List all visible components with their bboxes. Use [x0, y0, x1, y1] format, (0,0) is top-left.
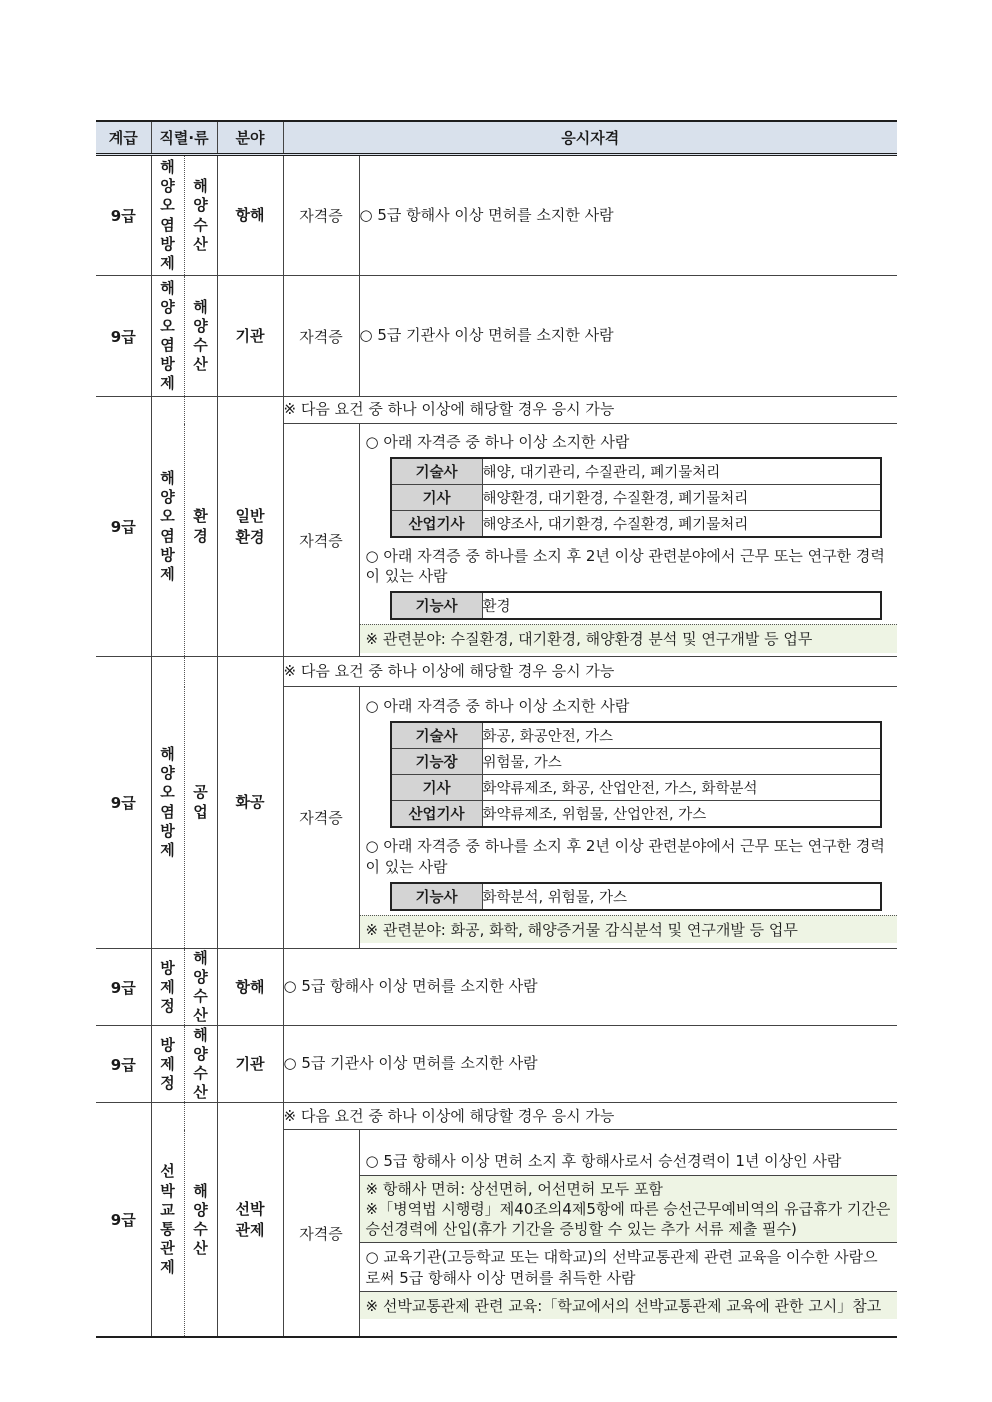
license-fields: 해양조사, 대기환경, 수질환경, 폐기물처리	[482, 510, 881, 537]
table-row	[391, 592, 881, 619]
license-table	[390, 457, 882, 538]
license-fields: 화약류제조, 위험물, 산업안전, 가스	[482, 801, 881, 828]
table-row	[391, 722, 881, 749]
qualification-text: ○ 5급 기관사 이상 면허를 소지한 사람	[359, 276, 897, 397]
series-cell: 해양오염방제	[160, 745, 175, 859]
table-row	[96, 949, 897, 1026]
table-row	[96, 657, 897, 687]
condition-one-license: ○ 아래 자격증 중 하나를 소지 후 2년 이상 관련분야에서 근무 또는 연구한 경력이 있는 사람	[365, 546, 885, 585]
series-cell: 방제정	[160, 1035, 175, 1092]
license-type: 산업기사	[391, 801, 483, 828]
header-series: 직렬·류	[151, 121, 217, 155]
table-row	[96, 155, 897, 276]
condition-sea-career: ○ 5급 항해사 이상 면허 소지 후 항해사로서 승선경력이 1년 이상인 사람	[360, 1147, 898, 1175]
class-cell: 해양수산	[193, 177, 208, 253]
license-fields: 위험물, 가스	[482, 749, 881, 775]
license-label: 자격증	[283, 276, 359, 397]
class-cell: 공업	[193, 783, 208, 821]
license-fields: 화공, 화공안전, 가스	[482, 722, 881, 749]
license-type: 기능사	[391, 592, 483, 619]
grade-cell: 9급	[96, 1103, 151, 1337]
license-type: 기사	[391, 484, 483, 510]
qualification-text: ○ 5급 항해사 이상 면허를 소지한 사람	[283, 949, 897, 1026]
either-condition: ※ 다음 요건 중 하나 이상에 해당할 경우 응시 가능	[283, 657, 897, 687]
license-type: 기술사	[391, 722, 483, 749]
license-type: 기능사	[391, 883, 483, 910]
license-type: 기능장	[391, 749, 483, 775]
qualification-table	[96, 120, 897, 1338]
condition-any-license: ○ 아래 자격증 중 하나 이상 소지한 사람	[365, 432, 630, 451]
license-label: 자격증	[283, 424, 359, 657]
grade-cell: 9급	[96, 657, 151, 949]
table-row	[391, 749, 881, 775]
table-row	[391, 801, 881, 828]
series-cell: 해양오염방제	[160, 278, 175, 393]
field-cell: 화공	[217, 657, 283, 949]
field-cell: 항해	[217, 155, 283, 276]
related-field-note: ※ 관련분야: 화공, 화학, 해양증거물 감식분석 및 연구개발 등 업무	[360, 915, 898, 943]
license-fields: 해양환경, 대기환경, 수질환경, 폐기물처리	[482, 484, 881, 510]
qualification-text: ○ 5급 기관사 이상 면허를 소지한 사람	[283, 1026, 897, 1103]
table-row	[391, 510, 881, 537]
either-condition: ※ 다음 요건 중 하나 이상에 해당할 경우 응시 가능	[283, 397, 897, 424]
qualification-text: ○ 5급 항해사 이상 면허를 소지한 사람	[359, 155, 897, 276]
table-row	[391, 883, 881, 910]
license-fields: 해양, 대기관리, 수질관리, 폐기물처리	[482, 458, 881, 485]
table-row	[96, 397, 897, 424]
field-cell: 기관	[217, 1026, 283, 1103]
header-field: 분야	[217, 121, 283, 155]
license-fields: 화학분석, 위험물, 가스	[482, 883, 881, 910]
grade-cell: 9급	[96, 155, 151, 276]
series-cell: 선박교통관제	[160, 1162, 175, 1276]
note-license-types: ※ 항해사 면허: 상선면허, 어선면허 모두 포함	[365, 1179, 663, 1198]
license-label: 자격증	[283, 1130, 359, 1337]
license-table	[390, 721, 882, 828]
license-table-2	[390, 882, 882, 911]
field-cell: 일반환경	[235, 507, 265, 546]
note-military-service: ※「병역법 시행령」제40조의4제5항에 따른 승선근무예비역의 유급휴가 기간은 승선경력에 산입(휴가 기간을 증빙할 수 있는 추가 서류 제출 필수)	[365, 1199, 891, 1238]
related-field-note: ※ 관련분야: 수질환경, 대기환경, 해양환경 분석 및 연구개발 등 업무	[360, 624, 898, 652]
table-row	[96, 276, 897, 397]
class-cell: 해양수산	[193, 949, 208, 1025]
field-cell: 항해	[217, 949, 283, 1026]
license-fields: 화약류제조, 화공, 산업안전, 가스, 화학분석	[482, 775, 881, 801]
license-type: 산업기사	[391, 510, 483, 537]
class-cell: 해양수산	[193, 1181, 208, 1257]
table-row	[391, 775, 881, 801]
license-label: 자격증	[283, 687, 359, 949]
class-cell: 해양수산	[193, 1026, 208, 1102]
grade-cell: 9급	[96, 949, 151, 1026]
field-cell: 기관	[217, 276, 283, 397]
field-cell: 선박관제	[235, 1200, 265, 1239]
table-row	[391, 484, 881, 510]
series-cell: 해양오염방제	[160, 158, 175, 272]
header-row	[96, 121, 897, 155]
table-row	[391, 458, 881, 485]
license-table-2	[390, 591, 882, 620]
license-type: 기사	[391, 775, 483, 801]
license-fields: 환경	[482, 592, 881, 619]
condition-one-license: ○ 아래 자격증 중 하나를 소지 후 2년 이상 관련분야에서 근무 또는 연구한 경력이 있는 사람	[365, 837, 885, 876]
header-qualification: 응시자격	[283, 121, 897, 155]
header-grade: 계급	[96, 121, 151, 155]
series-cell: 방제정	[160, 958, 175, 1015]
class-cell: 해양수산	[193, 297, 208, 374]
condition-any-license: ○ 아래 자격증 중 하나 이상 소지한 사람	[365, 697, 630, 715]
note-education-notice: ※ 선박교통관제 관련 교육:「학교에서의 선박교통관제 교육에 관한 고시」참고	[360, 1292, 898, 1319]
grade-cell: 9급	[96, 276, 151, 397]
series-cell: 해양오염방제	[160, 469, 175, 583]
license-label: 자격증	[283, 155, 359, 276]
license-type: 기술사	[391, 458, 483, 485]
table-row	[96, 1026, 897, 1103]
condition-education: ○ 교육기관(고등학교 또는 대학교)의 선박교통관제 관련 교육을 이수한 사람으로써 5급 항해사 이상 면허를 취득한 사람	[360, 1243, 898, 1292]
grade-cell: 9급	[96, 1026, 151, 1103]
either-condition: ※ 다음 요건 중 하나 이상에 해당할 경우 응시 가능	[283, 1103, 897, 1130]
table-row	[96, 1103, 897, 1130]
grade-cell: 9급	[96, 397, 151, 657]
class-cell: 환경	[193, 507, 208, 545]
